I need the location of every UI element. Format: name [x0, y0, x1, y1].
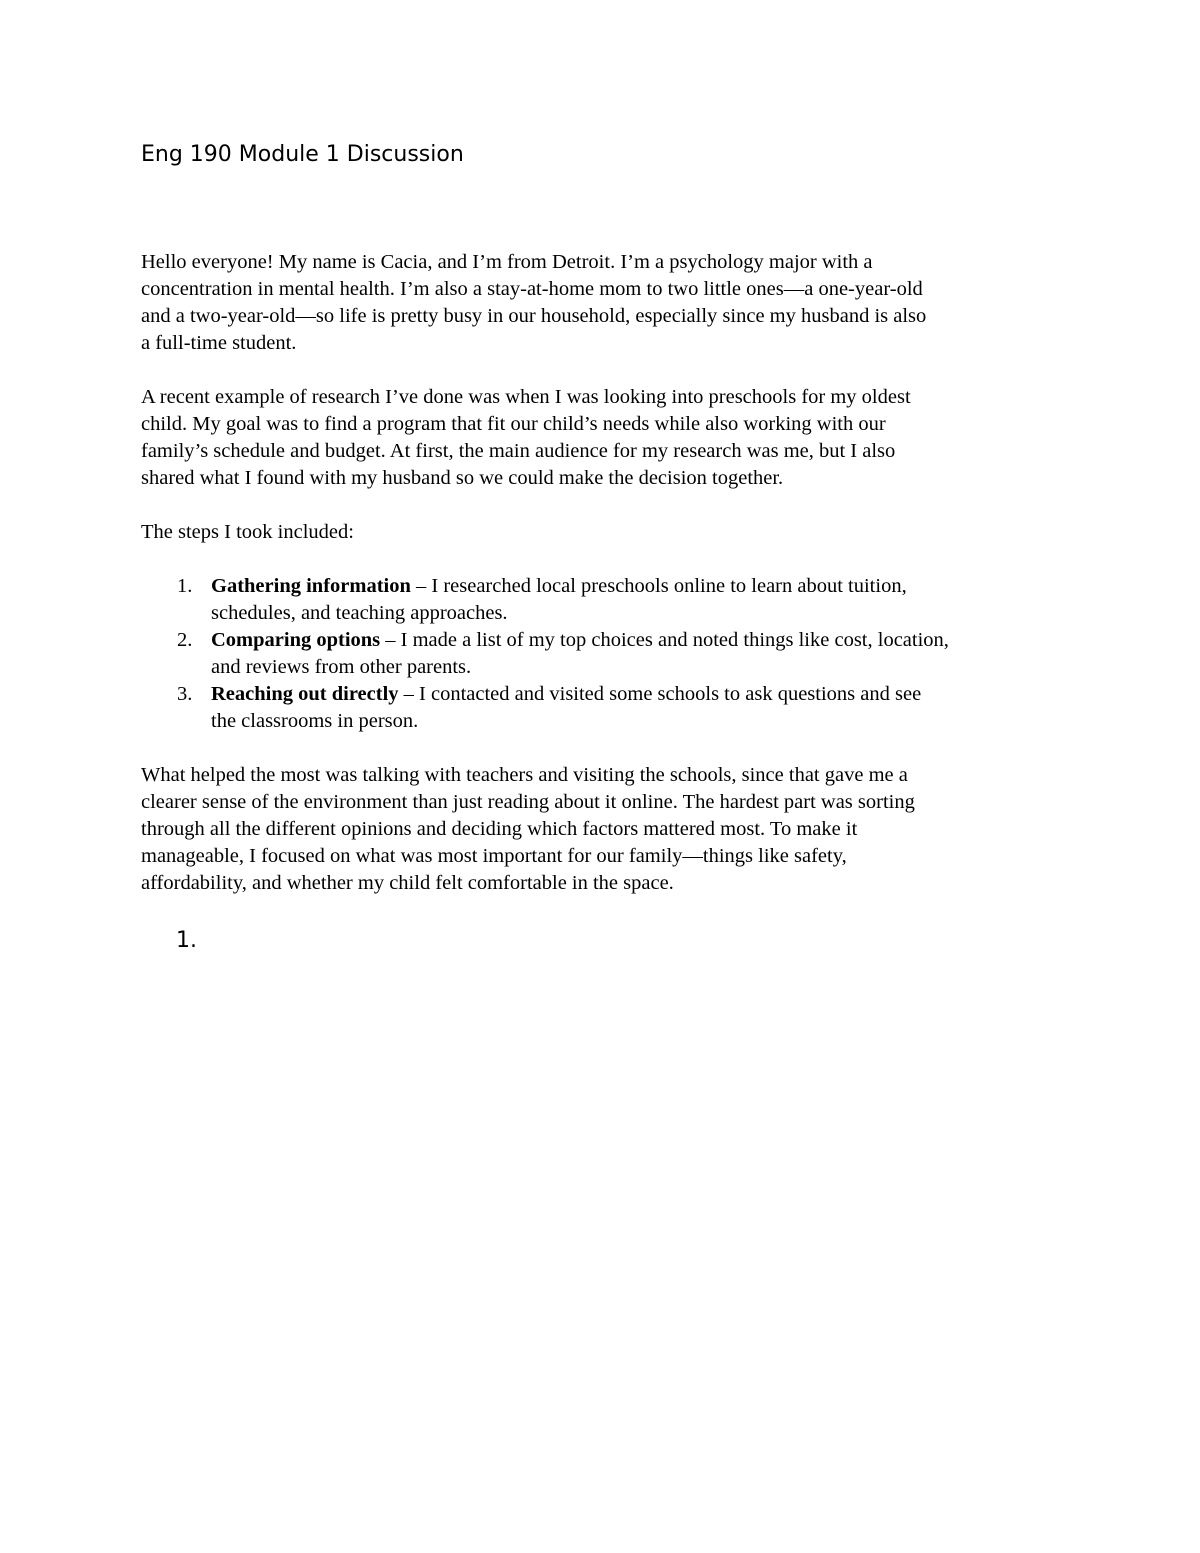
empty-list-number: 1. [176, 928, 197, 953]
text-line: clearer sense of the environment than just reading about it online. The hardest part was sorting [141, 791, 915, 813]
research-paragraph [141, 384, 1071, 492]
list-item [141, 681, 1071, 735]
step-title: Gathering information [211, 575, 411, 597]
step-description-continued: the classrooms in person. [211, 710, 419, 732]
text-line: through all the different opinions and deciding which factors mattered most. To make it [141, 818, 858, 840]
text-line: child. My goal was to find a program that fit our child’s needs while also working with our [141, 413, 886, 435]
text-line: shared what I found with my husband so we could make the decision together. [141, 467, 784, 489]
text-line: What helped the most was talking with teachers and visiting the schools, since that gave me a [141, 764, 908, 786]
step-description-continued: and reviews from other parents. [211, 656, 472, 678]
list-number: 2. [177, 629, 193, 651]
text-line: A recent example of research I’ve done was when I was looking into preschools for my oldest [141, 386, 911, 408]
reflection-paragraph [141, 762, 1071, 897]
text-line: family’s schedule and budget. At first, the main audience for my research was me, but I also [141, 440, 896, 462]
step-title: Reaching out directly [211, 683, 399, 705]
text-line: affordability, and whether my child felt comfortable in the space. [141, 872, 674, 894]
step-description: – I contacted and visited some schools to ask questions and see [398, 683, 922, 705]
list-item [141, 573, 1071, 627]
step-description: – I researched local preschools online to learn about tuition, [410, 575, 907, 597]
list-number: 1. [177, 575, 193, 597]
steps-list [141, 573, 1071, 735]
step-title: Comparing options [211, 629, 381, 651]
intro-paragraph [141, 249, 1071, 357]
step-description: – I made a list of my top choices and noted things like cost, location, [380, 629, 949, 651]
steps-intro: The steps I took included: [141, 521, 354, 543]
text-line: and a two-year-old—so life is pretty busy in our household, especially since my husband is also [141, 305, 927, 327]
document-title: Eng 190 Module 1 Discussion [141, 142, 464, 167]
text-line: a full-time student. [141, 332, 297, 354]
text-line: Hello everyone! My name is Cacia, and I’m from Detroit. I’m a psychology major with a [141, 251, 873, 273]
text-line: concentration in mental health. I’m also a stay-at-home mom to two little ones—a one-year-old [141, 278, 923, 300]
list-number: 3. [177, 683, 193, 705]
text-line: manageable, I focused on what was most important for our family—things like safety, [141, 845, 847, 867]
document-body [141, 249, 1071, 924]
list-item [141, 627, 1071, 681]
step-description-continued: schedules, and teaching approaches. [211, 602, 508, 624]
